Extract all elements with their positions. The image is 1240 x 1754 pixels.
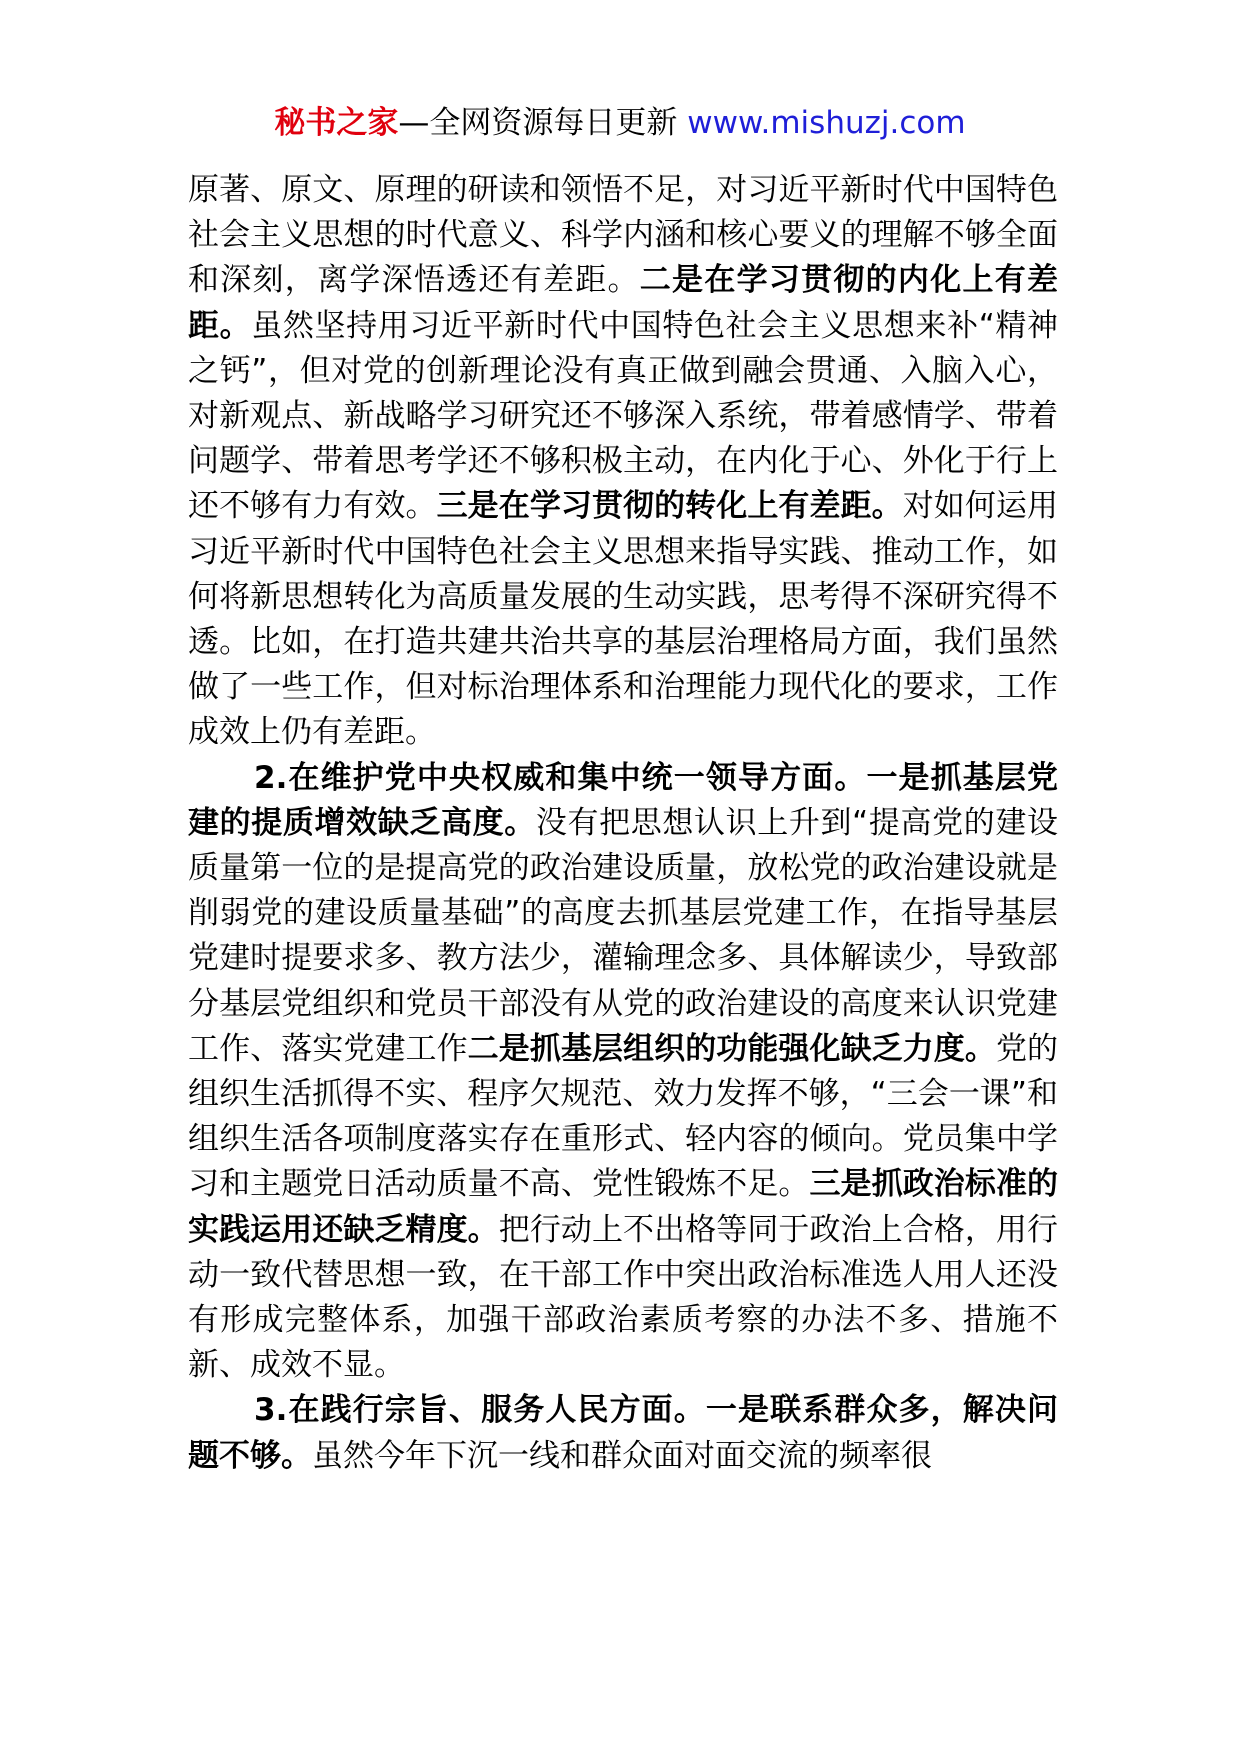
bold-heading: 三是抓政治标准的实践运用还缺乏精度。 xyxy=(188,1166,1059,1248)
document-body xyxy=(188,168,1058,1479)
bold-heading: 二是在学习贯彻的内化上有差距。 xyxy=(188,262,1059,344)
paragraph-1 xyxy=(188,168,1058,756)
section-heading: 2.在维护党中央权威和集中统一领导方面。一是抓基层党建的提质增效缺乏高度。 xyxy=(188,759,1058,841)
paragraph-text: 把行动上不出格等同于政治上合格，用行动一致代替思想一致，在干部工作中突出政治标准选人用人还没有形成完整体系，加强干部政治素质考察的办法不多、措施不新、成效不显。 xyxy=(188,1211,1059,1384)
paragraph-text: 虽然坚持用习近平新时代中国特色社会主义思想来补“精神之钙”，但对党的创新理论没有真正做到融会贯通、入脑入心，对新观点、新战略学习研究还不够深入系统，带着感情学、带着问题学、带着思考学还不够积极主动，在内化于心、外化于行上还不够有力有效。 xyxy=(188,307,1059,525)
section-heading: 3.在践行宗旨、服务人民方面。一是联系群众多，解决问题不够。 xyxy=(188,1392,1058,1474)
bold-heading: 二是抓基层组织的功能强化缺乏力度。 xyxy=(467,1030,996,1067)
paragraph-text: 原著、原文、原理的研读和领悟不足，对习近平新时代中国特色社会主义思想的时代意义、科学内涵和核心要义的理解不够全面和深刻，离学深悟透还有差距。 xyxy=(188,172,1058,299)
paragraph-text: 没有把思想认识上升到“提高党的建设质量第一位的是提高党的政治建设质量，放松党的政治建设就是削弱党的建设质量基础”的高度去抓基层党建工作，在指导基层党建时提要求多、教方法少，灌输理念多、具体解读少，导致部分基层党组织和党员干部没有从党的政治建设的高度来认识党建工作、落实党建工作 xyxy=(188,804,1059,1067)
page-header xyxy=(0,100,1240,146)
header-url-link[interactable]: www.mishuzj.com xyxy=(687,105,966,141)
header-brand: 秘书之家 xyxy=(274,105,399,141)
paragraph-text: 党的组织生活抓得不实、程序欠规范、效力发挥不够，“三会一课”和组织生活各项制度落实存在重形式、轻内容的倾向。党员集中学习和主题党日活动质量不高、党性锻炼不足。 xyxy=(188,1030,1059,1203)
paragraph-text: 虽然今年下沉一线和群众面对面交流的频率很 xyxy=(312,1437,932,1474)
paragraph-3 xyxy=(188,1388,1058,1478)
paragraph-text: 对如何运用习近平新时代中国特色社会主义思想来指导实践、推动工作，如何将新思想转化为高质量发展的生动实践，思考得不深研究得不透。比如，在打造共建共治共享的基层治理格局方面，我们虽然做了一些工作，但对标治理体系和治理能力现代化的要求，工作成效上仍有差距。 xyxy=(188,488,1058,751)
bold-heading: 三是在学习贯彻的转化上有差距。 xyxy=(436,488,903,525)
paragraph-2 xyxy=(188,756,1058,1389)
header-tagline: —全网资源每日更新 xyxy=(398,105,678,141)
